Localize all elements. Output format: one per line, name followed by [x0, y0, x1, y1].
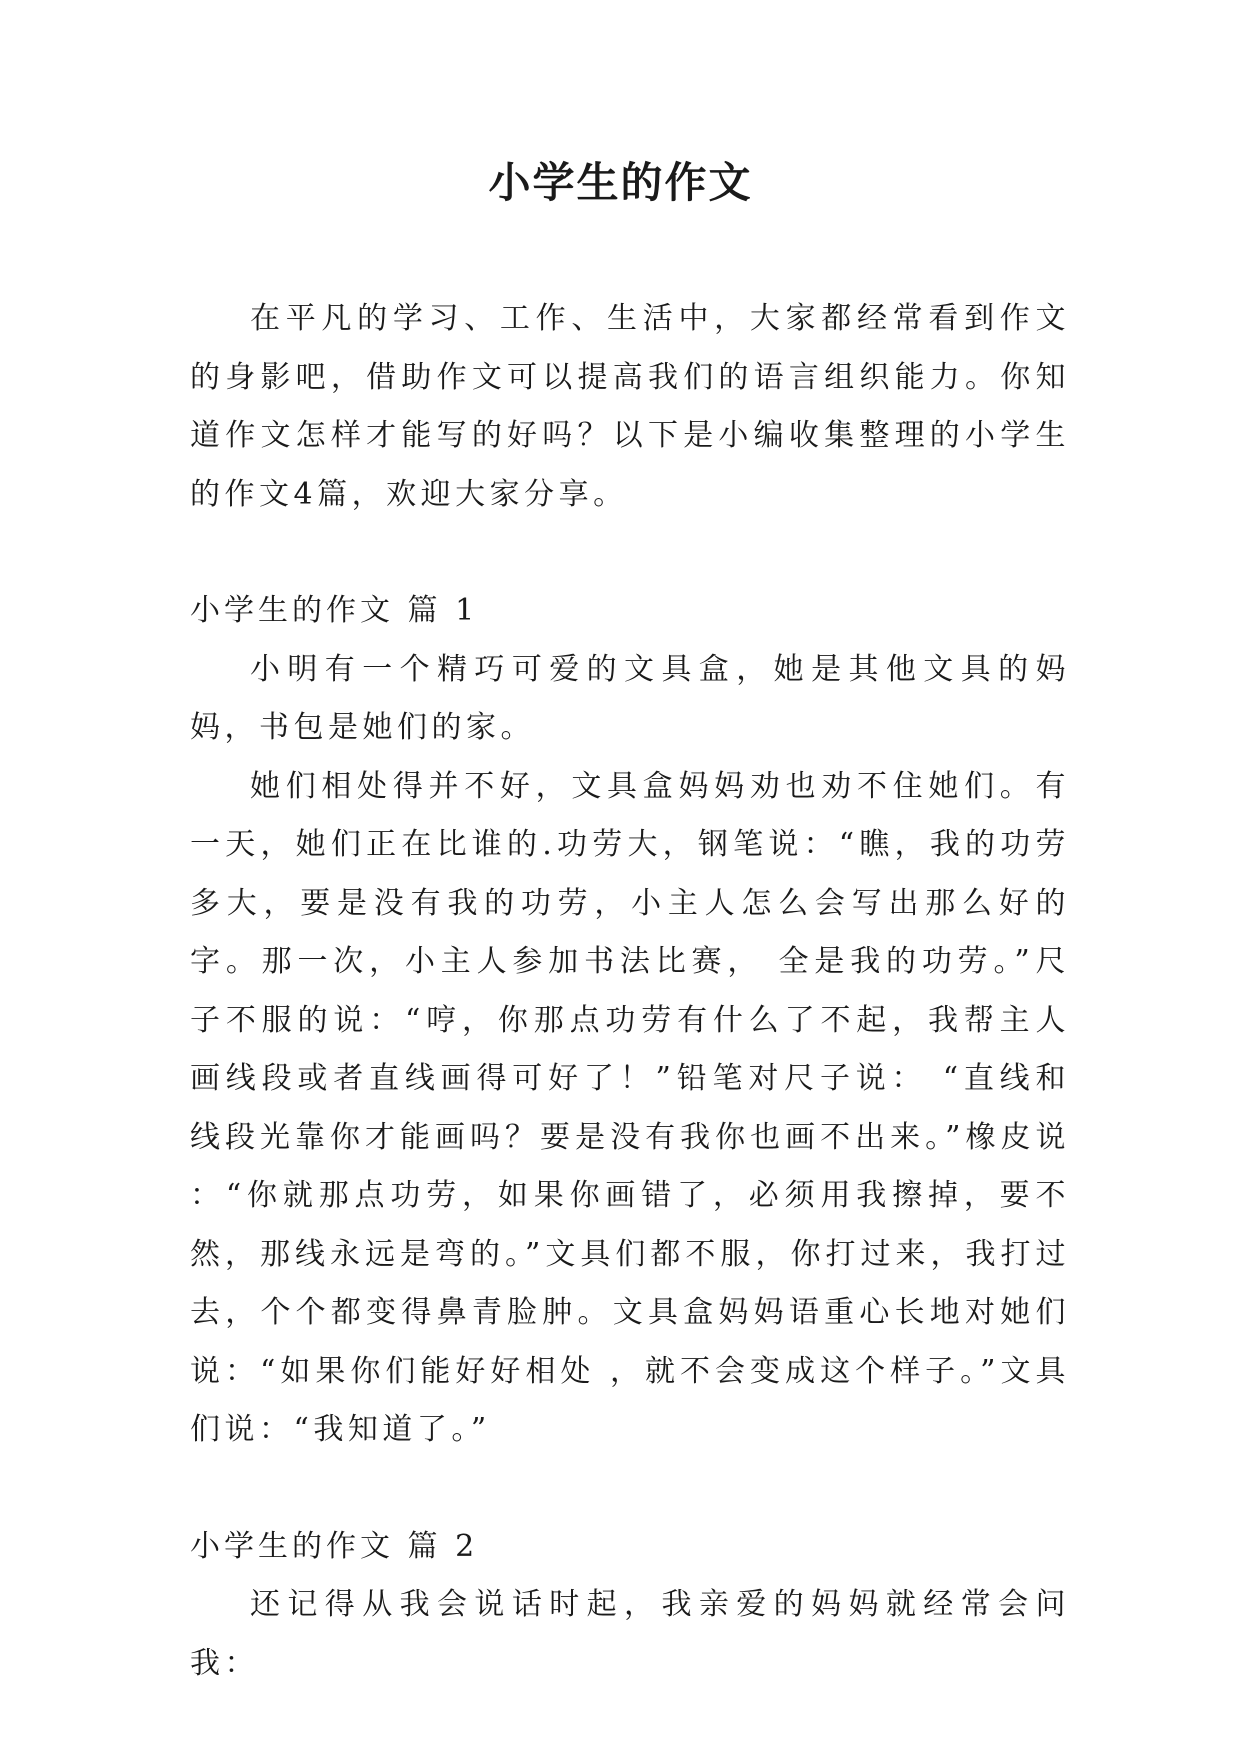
document-title: 小学生的作文 — [488, 158, 753, 207]
section-2-paragraph-1: 还记得从我会说话时起，我亲爱的妈妈就经常会问我： — [190, 1587, 1070, 1681]
section-gap — [190, 1460, 1070, 1518]
section-1-paragraph-1: 小明有一个精巧可爱的文具盒，她是其他文具的妈妈，书包是她们的家。 — [190, 651, 1070, 745]
intro-paragraph: 在平凡的学习、工作、生活中，大家都经常看到作文的身影吧，借助作文可以提高我们的语言组织能力。你知道作文怎样才能写的好吗？以下是小编收集整理的小学生的作文4篇，欢迎大家分享。 — [190, 301, 1070, 512]
section-heading-2: 小学生的作文 篇 2 — [190, 1528, 479, 1564]
section-1-paragraph-2: 她们相处得并不好，文具盒妈妈劝也劝不住她们。有一天，她们正在比谁的.功劳大，钢笔说：“瞧，我的功劳多大，要是没有我的功劳，小主人怎么会写出那么好的字。那一次，小主人参加书法比赛， 全是我的功劳。”尺子不服的说：“哼，你那点功劳有什么了不起，我帮主人画线段或者直线画得可好了！”铅笔对尺子说： “直线和线段光靠你才能画吗？要是没有我你也画不出来。”橡皮说 ：“你就那点功劳，如果你画错了，必须用我擦掉，要不然，那线永远是弯的。”文具们都不服，你打过来，我打过去，个个都变得鼻青脸肿。文具盒妈妈语重心长地对她们说：“如果你们能好好相处 ，就不会变成这个样子。”文具们说：“我知道了。” — [190, 768, 1070, 1447]
section-heading-1: 小学生的作文 篇 1 — [190, 593, 479, 628]
document-body — [190, 290, 1070, 1693]
section-gap — [190, 524, 1070, 582]
